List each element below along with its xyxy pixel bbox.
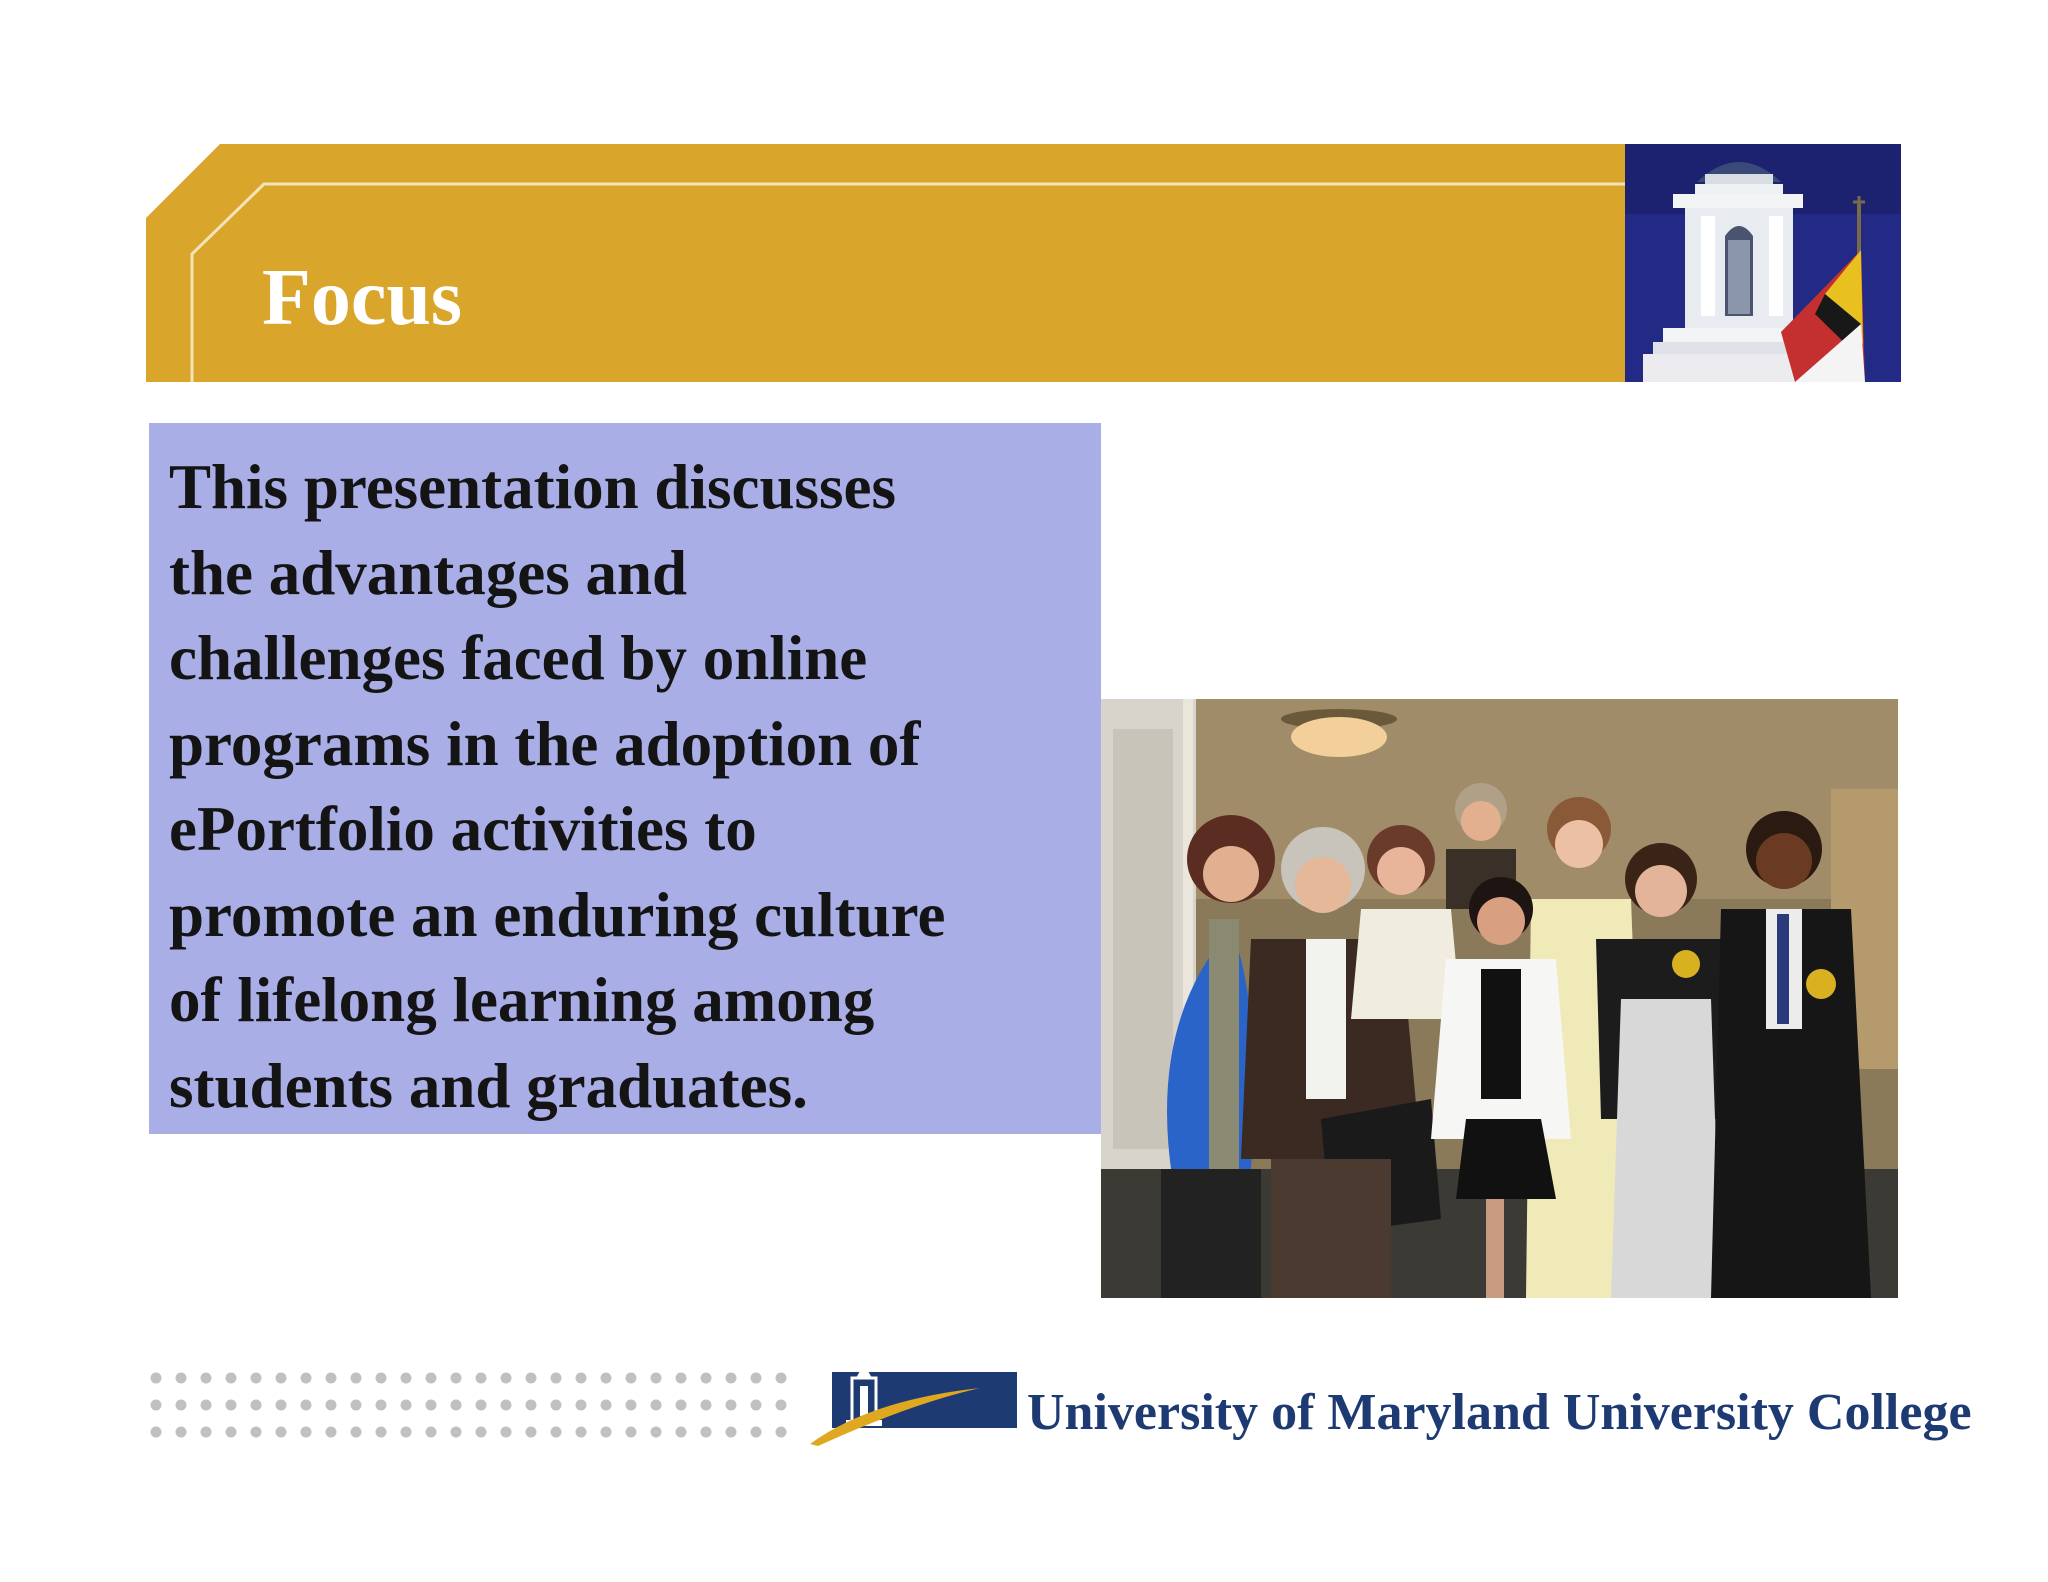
- body-text: This presentation discusses the advantages and challenges faced by online programs in the adoption of ePortfolio activities to promote an enduring culture of lifelong learning among students and graduates.: [169, 452, 946, 1121]
- clock-tower-photo: [1625, 144, 1901, 382]
- institution-name: University of Maryland University College: [1027, 1384, 1972, 1441]
- decorative-dot-grid: [150, 1370, 800, 1440]
- group-photo: [1101, 699, 1898, 1298]
- umuc-logo-icon: [810, 1352, 1017, 1448]
- body-text-box: [149, 423, 1101, 1134]
- slide-title: Focus: [262, 254, 462, 342]
